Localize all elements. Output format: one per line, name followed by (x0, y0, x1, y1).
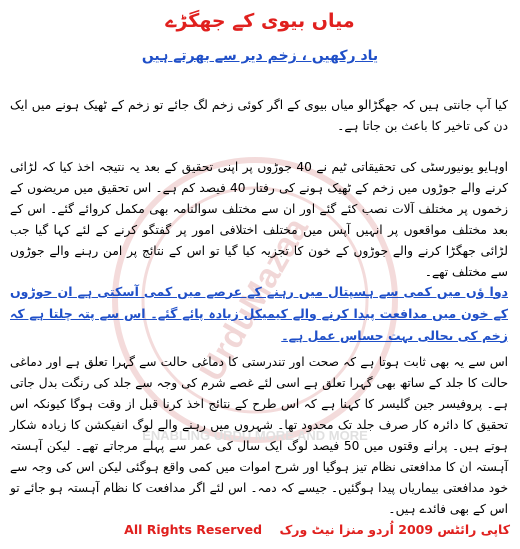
paragraph-2: اوہایو یونیورسٹی کی تحقیقاتی ٹیم نے 40 جوڑوں پر اپنی تحقیق کے بعد یہ نتیجہ اخذ کیا کہ لڑائی کرنے والے جوڑوں میں زخم کے ٹھیک ہونے کی رفتار 40 فیصد کم ہے۔ اس تحقیق میں مریضوں کے زخموں پر مختلف آلات نصب کئے گئے اور ان سے مختلف سوالنامہ بھی مکمل کروائے گئے۔ اس کے بعد مختلف مواقعوں پر انہیں آپس میں مختلف اختلافی امور پر گفتگو کرنے کے لئے کہا گیا جب لڑائی جھگڑا کرنے والے جوڑوں کے خون کا تجزیہ کیا گیا تو اس کے نتائج پر امن رہنے والے جوڑوں سے مختلف تھے۔ (10, 160, 509, 280)
article-title: میاں بیوی کے جھگڑے (165, 10, 355, 32)
highlight-paragraph: دوا ؤں میں کمی سے ہسپتال میں رہنے کے عرصے میں کمی آسکتی ہے ان جوڑوں کے خون میں مدافعت پیدا کرنے والے کیمیکل زیادہ پائے گئے۔ اس سے پتہ چلتا ہے کہ زخم کی بحالی بہت حساس عمل ہے۔ (10, 283, 508, 343)
copyright-urdu: کاپی رائٹس 2009 اُردو منزا نیٹ ورک (279, 522, 510, 537)
paragraph-4: اس سے یہ بھی ثابت ہوتا ہے کہ صحت اور تندرستی کا دماغی حالت سے گہرا تعلق ہے اور دماغی حالت کا جلد کے ساتھ بھی گہرا تعلق ہے اسی لئے غصے شرم کی وجہ سے جلد کی رنگت بدل جاتی ہے۔ پروفیسر جین گلیسر کا کہنا ہے کہ اس طرح کے نتائج اخذ کرنا قبل از وقت ہوگا کیونکہ اس تحقیق کا دائرہ کار صرف جلد تک محدود تھا۔ شہروں میں رہنے والے لوگ انفیکشن کا زیادہ شکار ہوتے ہیں۔ پرانے وقتوں میں 50 فیصد لوگ ایک سال کی عمر سے پہلے مرجاتے تھے۔ لیکن آہستہ آہستہ ان کا مدافعتی نظام تیز ہوگیا اور شرح اموات میں کمی واقع ہوگئی لیکن اس کی وجہ سے خود مدافعتی بیماریاں پیدا ہوگئیں۔ جیسے کہ دمہ۔ اس لئے اگر مدافعت کا نظام آہستہ ہو جائے تو اس کے بھی فائدے ہیں۔ (10, 355, 508, 517)
paragraph-1: کیا آپ جانتی ہیں کہ جھگڑالو میاں بیوی کے اگر کوئی زخم لگ جائے تو زخم کے ٹھیک ہونے میں ایک دن کی تاخیر کا باعث بن جاتا ہے۔ (10, 98, 508, 134)
watermark-tagline: ENABLING URDU MORE AND MORE (142, 428, 368, 443)
copyright-english: All Rights Reserved (124, 522, 263, 537)
article-subtitle: یاد رکھیں ، زخم دیر سے بھرتے ہیں (141, 48, 379, 64)
copyright-footer (10, 520, 510, 540)
watermark-text: UrduMazaa (192, 211, 316, 388)
